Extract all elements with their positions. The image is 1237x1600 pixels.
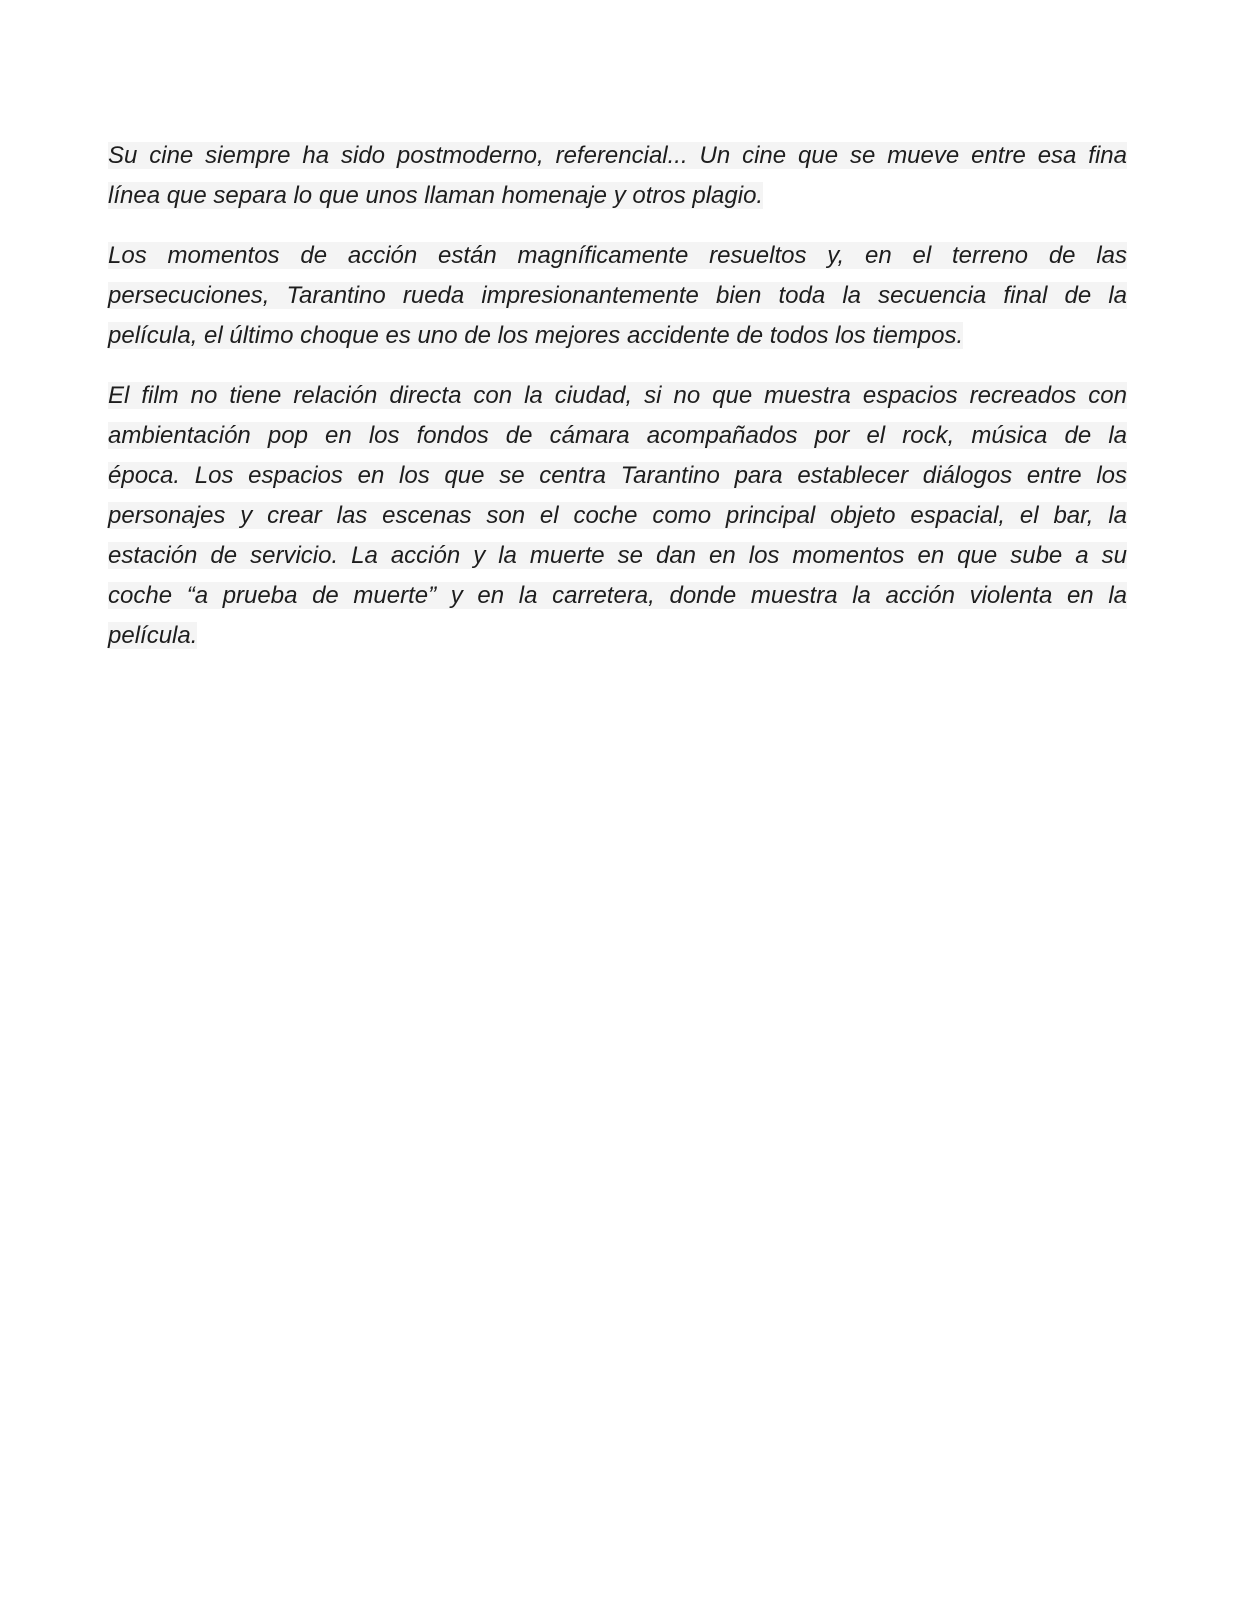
text-line xyxy=(108,316,1127,356)
text-line xyxy=(108,576,1127,616)
document-text-block xyxy=(108,136,1127,676)
text-line xyxy=(108,236,1127,276)
paragraph-2 xyxy=(108,236,1127,356)
highlighted-text: época. Los espacios en los que se centra Tarantino para establecer diálogos entre los xyxy=(108,462,1127,489)
highlighted-text: coche “a prueba de muerte” y en la carretera, donde muestra la acción violenta en la xyxy=(108,582,1127,609)
text-line xyxy=(108,136,1127,176)
highlighted-text: estación de servicio. La acción y la muerte se dan en los momentos en que sube a su xyxy=(108,542,1127,569)
highlighted-text: personajes y crear las escenas son el coche como principal objeto espacial, el bar, la xyxy=(108,502,1127,529)
text-line xyxy=(108,536,1127,576)
text-line xyxy=(108,616,1127,656)
highlighted-text: película, el último choque es uno de los mejores accidente de todos los tiempos. xyxy=(108,322,964,349)
paragraph-3 xyxy=(108,376,1127,656)
paragraph-1 xyxy=(108,136,1127,216)
text-line xyxy=(108,176,1127,216)
text-line xyxy=(108,496,1127,536)
highlighted-text: Su cine siempre ha sido postmoderno, referencial... Un cine que se mueve entre esa fina xyxy=(108,142,1127,169)
highlighted-text: El film no tiene relación directa con la ciudad, si no que muestra espacios recreados con xyxy=(108,382,1127,409)
text-line xyxy=(108,376,1127,416)
text-line xyxy=(108,276,1127,316)
text-line xyxy=(108,456,1127,496)
highlighted-text: línea que separa lo que unos llaman homenaje y otros plagio. xyxy=(108,182,764,209)
highlighted-text: película. xyxy=(108,622,198,649)
text-line xyxy=(108,416,1127,456)
highlighted-text: Los momentos de acción están magníficamente resueltos y, en el terreno de las xyxy=(108,242,1127,269)
highlighted-text: ambientación pop en los fondos de cámara acompañados por el rock, música de la xyxy=(108,422,1127,449)
highlighted-text: persecuciones, Tarantino rueda impresionantemente bien toda la secuencia final de la xyxy=(108,282,1127,309)
